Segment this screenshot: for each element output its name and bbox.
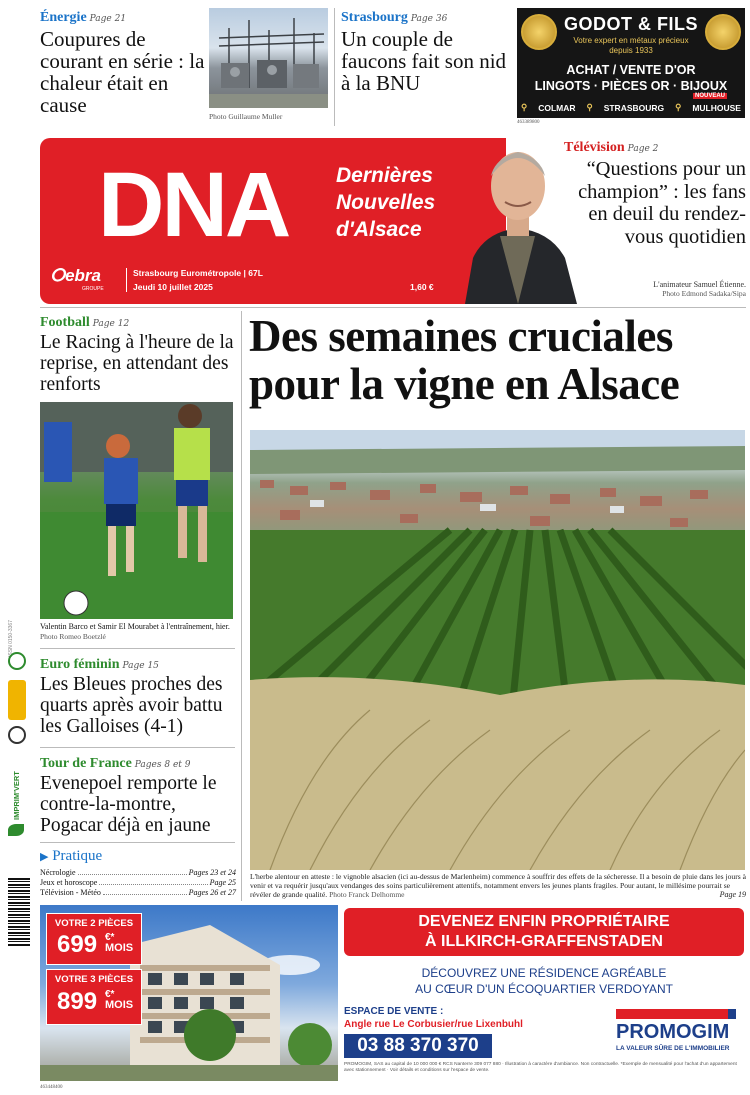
offer-unit: €* bbox=[105, 932, 115, 943]
pratique-item-label: Télévision - Météo bbox=[40, 888, 101, 897]
pratique-item-label: Nécrologie bbox=[40, 868, 76, 877]
pratique-item[interactable] bbox=[40, 868, 236, 878]
tri-info-icon bbox=[8, 680, 26, 720]
city-mulhouse: MULHOUSE bbox=[692, 102, 741, 113]
page-ref: Page 21 bbox=[89, 14, 127, 24]
location-pin-icon: ⚲ bbox=[586, 102, 593, 112]
column-divider bbox=[241, 311, 242, 901]
teaser-strasbourg[interactable] bbox=[341, 6, 509, 94]
dot-leader bbox=[103, 888, 187, 895]
headline-football: Le Racing à l'heure de la reprise, en attendant des renforts bbox=[40, 332, 234, 395]
kicker-tour: Tour de France bbox=[40, 756, 132, 771]
main-headline[interactable]: Des semaines cruciales pour la vigne en Alsace bbox=[249, 311, 680, 409]
promogim-subtitle bbox=[344, 965, 744, 997]
pratique-item-label: Jeux et horoscope bbox=[40, 878, 98, 887]
offer-label: VOTRE 2 PIÈCES bbox=[54, 918, 134, 929]
triangle-right-icon: ▶ bbox=[40, 851, 49, 863]
promogim-logo-corner bbox=[728, 1009, 736, 1019]
issue-date: Jeudi 10 juillet 2025 bbox=[133, 282, 213, 292]
masthead-line1: Dernières bbox=[336, 164, 433, 187]
page-ref: Page 15 bbox=[122, 661, 159, 671]
pratique-item-pages: Page 25 bbox=[209, 878, 236, 887]
barcode bbox=[8, 878, 30, 946]
godot-new-badge: NOUVEAU bbox=[695, 93, 726, 99]
promogim-banner bbox=[344, 908, 744, 956]
offer-per: MOIS bbox=[105, 942, 134, 954]
offer-label: VOTRE 3 PIÈCES bbox=[54, 974, 134, 985]
column-divider bbox=[334, 8, 335, 126]
side-strip bbox=[4, 620, 32, 950]
godot-line1: ACHAT / VENTE D'OR bbox=[566, 63, 696, 77]
photo-football-training bbox=[40, 402, 233, 619]
gold-coin-icon bbox=[521, 14, 557, 50]
offer-3-pieces bbox=[46, 969, 142, 1025]
headline-strasbourg: Un couple de faucons fait son nid à la BNU bbox=[341, 27, 507, 95]
ebra-mark-icon: ⵔ bbox=[50, 266, 66, 285]
masthead-title bbox=[336, 162, 435, 243]
dot-leader bbox=[99, 878, 207, 885]
offer-price: 899 bbox=[57, 988, 98, 1015]
godot-brand: GODOT & FILS bbox=[564, 14, 698, 34]
photo-samuel-etienne bbox=[455, 140, 582, 304]
kicker-strasbourg: Strasbourg bbox=[341, 10, 408, 25]
pratique-title bbox=[40, 848, 236, 865]
recycle-icon bbox=[8, 652, 26, 670]
pratique-list bbox=[40, 868, 236, 898]
godot-since: depuis 1933 bbox=[609, 46, 653, 55]
photo-credit: Photo Edmond Sadaka/Sipa bbox=[662, 289, 746, 298]
section-divider bbox=[40, 747, 235, 748]
promogim-legal: PROMOGIM, SAS au capital de 10 000 000 € RCS Nanterre 309 077 880 · Illustration à caractère d'ambiance. Non contractuelle. *Exemple de mensualité pour l'achat d'un appartement avec stationnement · Voir détails et conditions sur l'espace de vente. bbox=[344, 1062, 737, 1073]
sub-line2: AU CŒUR D'UN ÉCOQUARTIER VERDOYANT bbox=[415, 982, 673, 996]
sales-title: ESPACE DE VENTE : bbox=[344, 1006, 444, 1017]
kicker-euro: Euro féminin bbox=[40, 657, 120, 672]
page-ref: Page 2 bbox=[627, 144, 659, 154]
godot-line2: LINGOTS · PIÈCES OR · BIJOUX bbox=[534, 79, 728, 93]
promogim-brand: PROMOGIM bbox=[616, 1021, 730, 1043]
ad-promogim[interactable] bbox=[40, 905, 746, 1083]
teaser-football[interactable] bbox=[40, 311, 236, 395]
masthead-line2: Nouvelles bbox=[336, 191, 436, 214]
photo-credit: Photo Romeo Boetzlé bbox=[40, 632, 106, 641]
banner-line2: À ILLKIRCH-GRAFFENSTADEN bbox=[425, 933, 663, 950]
section-divider bbox=[40, 307, 746, 308]
offer-2-pieces bbox=[46, 913, 142, 965]
ad-ref: 463389800 bbox=[517, 120, 540, 125]
page-ref: Pages 8 et 9 bbox=[134, 760, 191, 770]
pratique-label: Pratique bbox=[52, 848, 103, 864]
banner-line1: DEVENEZ ENFIN PROPRIÉTAIRE bbox=[418, 913, 670, 930]
city-strasbourg: STRASBOURG bbox=[603, 102, 665, 113]
godot-tagline: Votre expert en métaux précieux bbox=[573, 36, 689, 45]
caption-football bbox=[40, 622, 235, 642]
page-ref: Page 19 bbox=[719, 890, 746, 899]
headline-tour: Evenepoel remporte le contre-la-montre, Pogacar déjà en jaune bbox=[40, 773, 217, 836]
certification-icon bbox=[8, 726, 26, 744]
phone-number[interactable]: 03 88 370 370 bbox=[344, 1034, 492, 1058]
headline-energie: Coupures de courant en série : la chaleur était en cause bbox=[40, 27, 205, 117]
kicker-football: Football bbox=[40, 315, 90, 330]
section-divider bbox=[40, 842, 235, 843]
kicker-energie: Énergie bbox=[40, 10, 87, 25]
caption-text: Valentin Barco et Samir El Mourabet à l'entraînement, hier. bbox=[40, 622, 230, 631]
caption-text: L'herbe alentour en atteste : le vignoble alsacien (ici au-dessus de Marlenheim) commence à souffrir des effets de la sécheresse. Il a besoin de pluie dans les jours à venir et va requérir jusqu'aux vendanges des soins particulièrement attentifs, notamment envers les jeunes plants fragiles. Pour autant, le millésime pourrait se révéler de grande qualité. bbox=[250, 872, 746, 899]
photo-credit: Photo Franck Delhomme bbox=[329, 890, 405, 899]
ebra-logo bbox=[50, 266, 101, 286]
promogim-logo-bar bbox=[616, 1009, 736, 1019]
offer-price: 699 bbox=[57, 931, 98, 958]
price: 1,60 € bbox=[410, 282, 434, 292]
teaser-energie[interactable] bbox=[40, 6, 205, 116]
photo-credit-energie: Photo Guillaume Muller bbox=[209, 112, 283, 121]
headline-euro: Les Bleues proches des quarts après avoir battu les Galloises (4-1) bbox=[40, 674, 223, 737]
offer-per: MOIS bbox=[105, 999, 134, 1011]
caption-text: L'animateur Samuel Étienne. bbox=[653, 280, 746, 289]
main-caption bbox=[250, 872, 746, 899]
kicker-television: Télévision bbox=[564, 140, 625, 155]
edition: Strasbourg Eurométropole | 67L bbox=[133, 268, 263, 278]
teaser-television[interactable] bbox=[564, 136, 746, 248]
sub-line1: DÉCOUVREZ UNE RÉSIDENCE AGRÉABLE bbox=[421, 966, 667, 980]
page-ref: Page 12 bbox=[92, 319, 130, 329]
godot-cities bbox=[521, 102, 741, 113]
masthead-divider bbox=[126, 268, 127, 292]
page-ref: Page 36 bbox=[410, 14, 448, 24]
pratique-item-pages: Pages 23 et 24 bbox=[188, 868, 236, 877]
pratique-item-pages: Pages 26 et 27 bbox=[188, 888, 236, 897]
masthead-line3: d'Alsace bbox=[336, 218, 422, 241]
pratique-item[interactable] bbox=[40, 888, 236, 898]
promogim-tagline: LA VALEUR SÛRE DE L'IMMOBILIER bbox=[616, 1045, 730, 1052]
masthead[interactable] bbox=[40, 138, 506, 304]
pratique-box bbox=[40, 848, 236, 898]
dot-leader bbox=[78, 868, 187, 875]
ad-ref: 463448400 bbox=[40, 1085, 63, 1090]
sales-address: Angle rue Le Corbusier/rue Lixenbuhl bbox=[344, 1019, 523, 1030]
leaf-icon bbox=[8, 824, 24, 836]
section-divider bbox=[40, 648, 235, 649]
photo-substation bbox=[209, 8, 328, 108]
dna-logo: DNA bbox=[98, 154, 289, 256]
pratique-item[interactable] bbox=[40, 878, 236, 888]
location-pin-icon: ⚲ bbox=[675, 102, 682, 112]
teaser-tour[interactable] bbox=[40, 752, 236, 836]
offer-unit: €* bbox=[105, 989, 115, 1000]
photo-vineyard bbox=[250, 430, 745, 870]
caption-television bbox=[586, 280, 746, 298]
ebra-name: ebra bbox=[65, 266, 102, 285]
imprim-vert-label: IMPRIM'VERT bbox=[12, 771, 21, 820]
location-pin-icon: ⚲ bbox=[521, 102, 528, 112]
city-colmar: COLMAR bbox=[538, 102, 576, 113]
teaser-euro[interactable] bbox=[40, 653, 236, 737]
issn-code: ISSN 0150-3367 bbox=[8, 620, 14, 657]
ebra-sub: GROUPE bbox=[82, 286, 104, 292]
headline-television: “Questions pour un champion” : les fans en deuil du rendez-vous quotidien bbox=[578, 158, 746, 248]
ad-godot-fils[interactable] bbox=[517, 8, 745, 118]
gold-coin-icon bbox=[705, 14, 741, 50]
